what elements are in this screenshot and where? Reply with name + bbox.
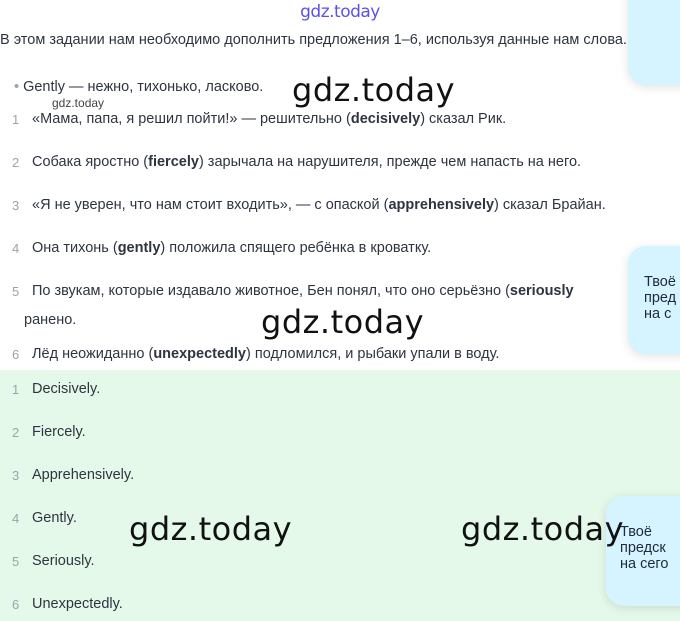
promo-bubble-top[interactable]: [628, 0, 680, 85]
promo-bubble-line: Твоё: [644, 274, 676, 290]
answer-number: 3: [12, 468, 20, 483]
task-intro: В этом задании нам необходимо дополнить предложения 1–6, используя данные нам слова.: [0, 32, 627, 48]
answer-word: unexpectedly: [153, 346, 246, 362]
vocab-note-text: Gently — нежно, тихонько, ласково.: [23, 79, 264, 95]
promo-bubble-line: предск: [620, 540, 666, 556]
site-logo[interactable]: gdz.today: [300, 2, 380, 22]
answer-word: seriously: [509, 283, 574, 299]
answer-word: gently: [117, 240, 161, 256]
promo-bubble-mid[interactable]: [628, 246, 680, 354]
promo-bubble-line: на сего: [620, 556, 669, 572]
answer-text: Apprehensively.: [32, 467, 135, 483]
sentence-number: 5: [12, 284, 20, 299]
answer-text: Gently.: [32, 510, 77, 526]
answer-text: Seriously.: [32, 553, 95, 569]
answer-text: Unexpectedly.: [32, 596, 123, 612]
promo-bubble-line: Твоё: [620, 524, 652, 540]
answer-word: decisively: [350, 111, 421, 127]
sentence-number: 3: [12, 198, 20, 213]
sentence-number: 4: [12, 241, 20, 256]
bullet-dot: •: [14, 79, 20, 95]
answer-number: 5: [12, 554, 20, 569]
answer-text: Fiercely.: [32, 424, 86, 440]
sentence-number: 1: [12, 112, 20, 127]
watermark: gdz.today: [261, 303, 425, 341]
watermark: gdz.today: [461, 510, 625, 548]
vocab-note: [14, 79, 263, 95]
answer-number: 4: [12, 511, 20, 526]
answer-number: 6: [12, 597, 20, 612]
watermark: gdz.today: [292, 71, 456, 109]
watermark: gdz.today: [129, 510, 293, 548]
watermark-small: gdz.today: [52, 96, 105, 110]
answer-number: 1: [12, 382, 20, 397]
answer-text: Decisively.: [32, 381, 101, 397]
answer-word: apprehensively: [388, 197, 495, 213]
answer-number: 2: [12, 425, 20, 440]
promo-bubble-line: пред: [644, 290, 677, 306]
sentence-number: 2: [12, 155, 20, 170]
answers-block: [0, 370, 680, 621]
promo-bubble-line: на с: [644, 306, 672, 322]
answer-word: fiercely: [148, 154, 199, 170]
sentence-number: 6: [12, 347, 20, 362]
